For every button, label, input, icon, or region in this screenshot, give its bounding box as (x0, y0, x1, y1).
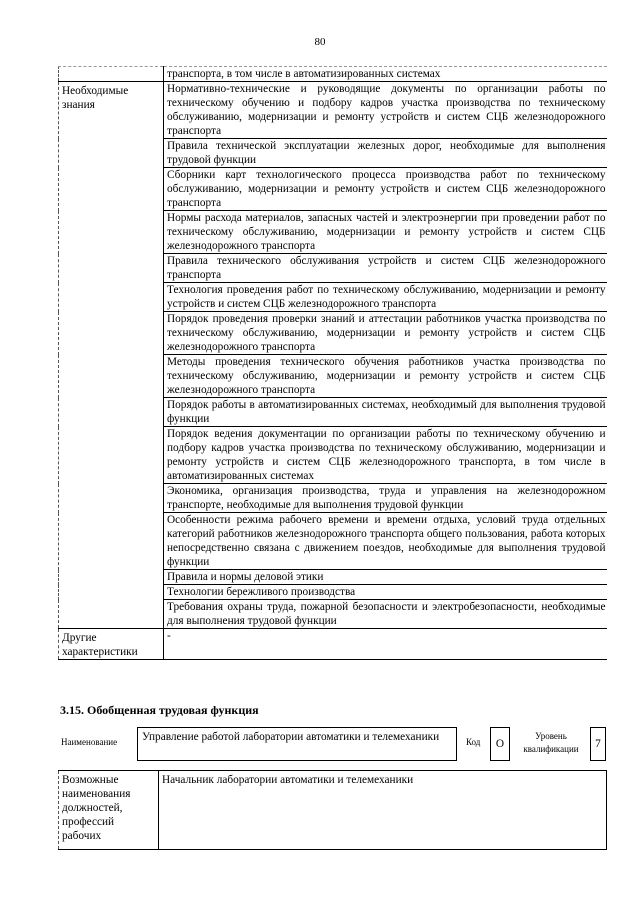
positions-table (58, 770, 607, 850)
name-label: Наименование (61, 737, 118, 747)
knowledge-item: Правила и нормы деловой этики (164, 570, 607, 585)
knowledge-item: Нормативно-технические и руководящие документы по организации работы по техническому обучению и подбору кадров участка производства по техническому обслуживанию, модернизации и ремонту устройств и систем СЦБ железнодорожного транспорта (164, 82, 607, 139)
table-row (59, 629, 607, 660)
knowledge-table (58, 66, 607, 660)
other-characteristics-label: Другие характеристики (59, 629, 164, 660)
knowledge-item: Особенности режима рабочего времени и времени отдыха, условий труда отдельных категорий работников железнодорожного транспорта общего пользования, работа которых непосредственно связана с движением поездов, необходимые для выполнения трудовой функции (164, 513, 607, 570)
knowledge-item: Порядок ведения документации по организации работы по техническому обучению и подбору кадров участка производства по техническому обслуживанию, модернизации и ремонту устройств и систем СЦБ железнодорожного транспорта, в том числе в автоматизированных системах (164, 427, 607, 484)
qualification-level-value: 7 (590, 727, 606, 761)
table-row (59, 82, 607, 139)
function-name-value: Управление работой лаборатории автоматики и телемеханики (137, 727, 457, 761)
positions-value: Начальник лаборатории автоматики и телемеханики (159, 771, 607, 850)
continued-text: транспорта, в том числе в автоматизированных системах (164, 67, 607, 82)
table-row (59, 771, 607, 850)
knowledge-item: Нормы расхода материалов, запасных частей и электроэнергии при проведении работ по техническому обслуживанию, модернизации и ремонту устройств и систем СЦБ железнодорожного транспорта (164, 211, 607, 254)
code-value: O (490, 727, 510, 761)
knowledge-item: Экономика, организация производства, труда и управления на железнодорожном транспорте, необходимые для выполнения трудовой функции (164, 484, 607, 513)
other-characteristics-value: - (164, 629, 607, 660)
knowledge-item: Методы проведения технического обучения работников участка производства по техническому обслуживанию, модернизации и ремонту устройств и систем СЦБ железнодорожного транспорта (164, 355, 607, 398)
page-number: 80 (314, 36, 326, 48)
empty-label-cell (59, 67, 164, 82)
knowledge-label: Необходимые знания (59, 82, 164, 629)
knowledge-item: Порядок проведения проверки знаний и аттестации работников участка производства по техническому обслуживанию, модернизации и ремонту устройств и систем СЦБ железнодорожного транспорта (164, 312, 607, 355)
table-row (59, 67, 607, 82)
knowledge-item: Технология проведения работ по техническому обслуживанию, модернизации и ремонту устройств и систем СЦБ железнодорожного транспорта (164, 283, 607, 312)
knowledge-item: Требования охраны труда, пожарной безопасности и электробезопасности, необходимые для выполнения трудовой функции (164, 600, 607, 629)
code-label: Код (466, 737, 481, 747)
section-title: 3.15. Обобщенная трудовая функция (60, 703, 259, 717)
positions-label: Возможные наименования должностей, профессий рабочих (59, 771, 159, 850)
qualification-level-label: Уровень квалификации (523, 731, 579, 754)
knowledge-item: Технологии бережливого производства (164, 585, 607, 600)
knowledge-item: Сборники карт технологического процесса производства работ по техническому обслуживанию, модернизации и ремонту устройств и систем СЦБ железнодорожного транспорта (164, 168, 607, 211)
knowledge-item: Правила технической эксплуатации железных дорог, необходимые для выполнения трудовой функции (164, 139, 607, 168)
knowledge-item: Правила технического обслуживания устройств и систем СЦБ железнодорожного транспорта (164, 254, 607, 283)
knowledge-item: Порядок работы в автоматизированных системах, необходимый для выполнения трудовой функции (164, 398, 607, 427)
